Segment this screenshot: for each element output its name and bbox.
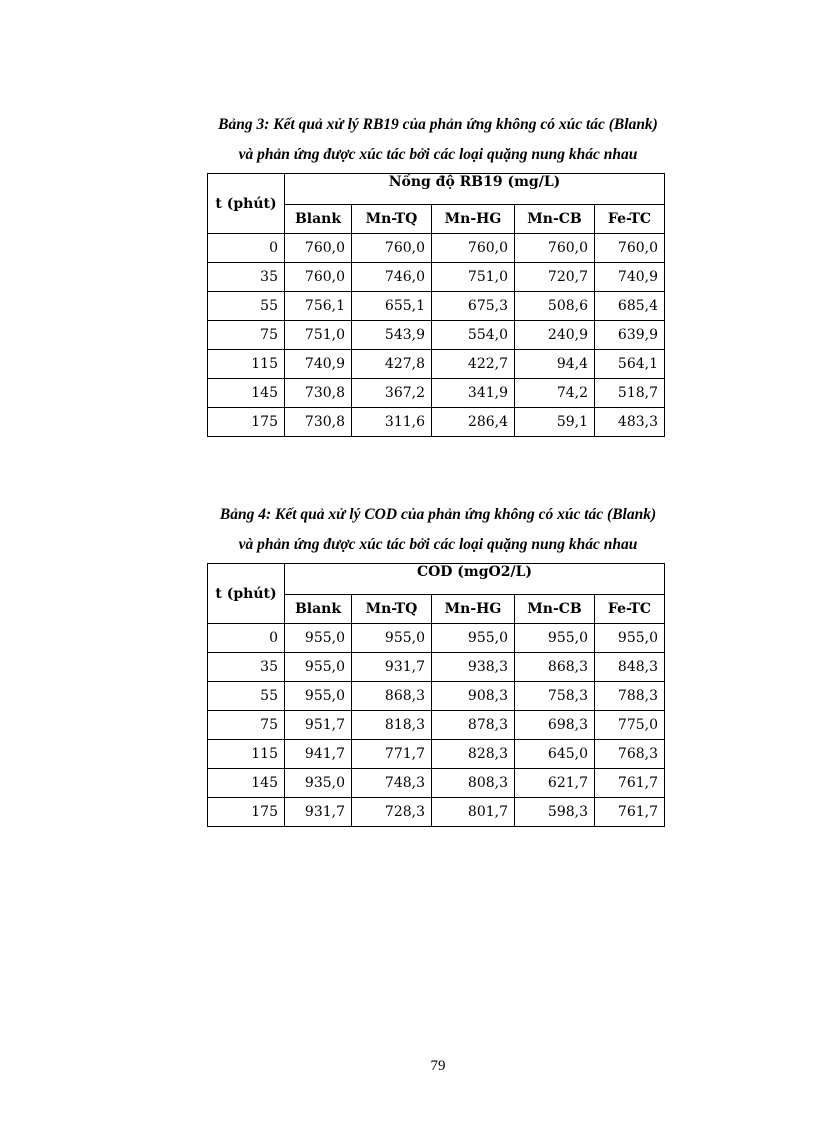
table-3-caption [0, 110, 816, 170]
value-cell: 598,3 [515, 798, 595, 827]
column-header: Fe-TC [595, 595, 665, 624]
column-header: Mn-CB [515, 595, 595, 624]
table-4-caption [0, 500, 816, 560]
value-cell: 951,7 [285, 711, 352, 740]
value-cell: 621,7 [515, 769, 595, 798]
table-3 [207, 173, 665, 437]
page-number: 79 [430, 1058, 446, 1074]
value-cell: 760,0 [515, 234, 595, 263]
value-cell: 286,4 [432, 408, 515, 437]
value-cell: 698,3 [515, 711, 595, 740]
column-header: Fe-TC [595, 205, 665, 234]
table-row [208, 350, 665, 379]
time-cell: 175 [208, 408, 285, 437]
table-row [208, 653, 665, 682]
column-header: Blank [285, 595, 352, 624]
value-cell: 955,0 [285, 653, 352, 682]
value-cell: 760,0 [595, 234, 665, 263]
table-row [208, 321, 665, 350]
value-cell: 427,8 [352, 350, 432, 379]
table-3-caption-line2: và phản ứng được xúc tác bởi các loại quặng nung khác nhau [238, 146, 638, 163]
value-cell: 760,0 [285, 234, 352, 263]
time-cell: 55 [208, 682, 285, 711]
value-cell: 938,3 [432, 653, 515, 682]
value-cell: 746,0 [352, 263, 432, 292]
column-header: Blank [285, 205, 352, 234]
value-cell: 941,7 [285, 740, 352, 769]
value-cell: 935,0 [285, 769, 352, 798]
value-cell: 728,3 [352, 798, 432, 827]
value-cell: 422,7 [432, 350, 515, 379]
column-header: Mn-CB [515, 205, 595, 234]
column-header: Mn-HG [432, 595, 515, 624]
table-row [208, 234, 665, 263]
table-row [208, 408, 665, 437]
group-header-rb19: Nồng độ RB19 (mg/L) [285, 174, 665, 205]
value-cell: 931,7 [285, 798, 352, 827]
value-cell: 367,2 [352, 379, 432, 408]
time-cell: 145 [208, 769, 285, 798]
value-cell: 341,9 [432, 379, 515, 408]
value-cell: 878,3 [432, 711, 515, 740]
value-cell: 730,8 [285, 408, 352, 437]
row-header-time: t (phút) [208, 564, 285, 624]
time-cell: 35 [208, 653, 285, 682]
column-header: Mn-HG [432, 205, 515, 234]
value-cell: 760,0 [285, 263, 352, 292]
value-cell: 74,2 [515, 379, 595, 408]
table-4 [207, 563, 665, 827]
value-cell: 761,7 [595, 798, 665, 827]
table-3-caption-line1: Bảng 3: Kết quả xử lý RB19 của phản ứng không có xúc tác (Blank) [218, 116, 658, 133]
value-cell: 955,0 [285, 682, 352, 711]
table-row [208, 798, 665, 827]
table-4-caption-line2: và phản ứng được xúc tác bởi các loại quặng nung khác nhau [238, 536, 638, 553]
value-cell: 768,3 [595, 740, 665, 769]
value-cell: 756,1 [285, 292, 352, 321]
value-cell: 240,9 [515, 321, 595, 350]
table-row [208, 711, 665, 740]
value-cell: 645,0 [515, 740, 595, 769]
table-row [208, 292, 665, 321]
value-cell: 518,7 [595, 379, 665, 408]
value-cell: 760,0 [432, 234, 515, 263]
value-cell: 818,3 [352, 711, 432, 740]
value-cell: 775,0 [595, 711, 665, 740]
value-cell: 955,0 [595, 624, 665, 653]
value-cell: 554,0 [432, 321, 515, 350]
group-header-cod: COD (mgO2/L) [285, 564, 665, 595]
value-cell: 788,3 [595, 682, 665, 711]
value-cell: 740,9 [595, 263, 665, 292]
value-cell: 655,1 [352, 292, 432, 321]
value-cell: 685,4 [595, 292, 665, 321]
value-cell: 908,3 [432, 682, 515, 711]
column-header: Mn-TQ [352, 205, 432, 234]
table-row [208, 263, 665, 292]
value-cell: 94,4 [515, 350, 595, 379]
value-cell: 311,6 [352, 408, 432, 437]
table-4-caption-line1: Bảng 4: Kết quả xử lý COD của phản ứng không có xúc tác (Blank) [219, 506, 657, 523]
value-cell: 740,9 [285, 350, 352, 379]
table-row [208, 682, 665, 711]
value-cell: 955,0 [285, 624, 352, 653]
value-cell: 828,3 [432, 740, 515, 769]
value-cell: 761,7 [595, 769, 665, 798]
table-row [208, 624, 665, 653]
value-cell: 59,1 [515, 408, 595, 437]
value-cell: 931,7 [352, 653, 432, 682]
value-cell: 543,9 [352, 321, 432, 350]
time-cell: 35 [208, 263, 285, 292]
value-cell: 639,9 [595, 321, 665, 350]
time-cell: 0 [208, 234, 285, 263]
value-cell: 808,3 [432, 769, 515, 798]
value-cell: 751,0 [432, 263, 515, 292]
table-row [208, 740, 665, 769]
time-cell: 55 [208, 292, 285, 321]
value-cell: 483,3 [595, 408, 665, 437]
value-cell: 760,0 [352, 234, 432, 263]
value-cell: 848,3 [595, 653, 665, 682]
table-row [208, 379, 665, 408]
value-cell: 675,3 [432, 292, 515, 321]
value-cell: 868,3 [352, 682, 432, 711]
time-cell: 145 [208, 379, 285, 408]
value-cell: 771,7 [352, 740, 432, 769]
time-cell: 115 [208, 740, 285, 769]
time-cell: 175 [208, 798, 285, 827]
value-cell: 801,7 [432, 798, 515, 827]
value-cell: 720,7 [515, 263, 595, 292]
time-cell: 75 [208, 711, 285, 740]
value-cell: 955,0 [352, 624, 432, 653]
value-cell: 758,3 [515, 682, 595, 711]
column-header: Mn-TQ [352, 595, 432, 624]
value-cell: 955,0 [432, 624, 515, 653]
value-cell: 955,0 [515, 624, 595, 653]
value-cell: 730,8 [285, 379, 352, 408]
time-cell: 115 [208, 350, 285, 379]
value-cell: 751,0 [285, 321, 352, 350]
row-header-time: t (phút) [208, 174, 285, 234]
value-cell: 868,3 [515, 653, 595, 682]
time-cell: 0 [208, 624, 285, 653]
time-cell: 75 [208, 321, 285, 350]
value-cell: 564,1 [595, 350, 665, 379]
value-cell: 508,6 [515, 292, 595, 321]
table-row [208, 769, 665, 798]
value-cell: 748,3 [352, 769, 432, 798]
